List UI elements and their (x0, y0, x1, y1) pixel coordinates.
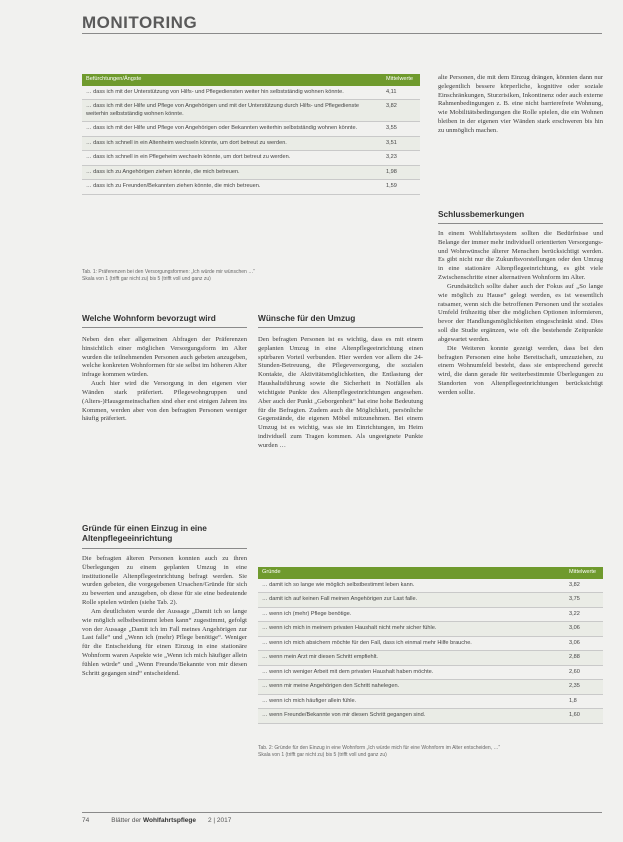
row-value: 3,82 (382, 100, 420, 122)
column-header-value: Mittelwerte (382, 74, 420, 86)
table-row (258, 593, 603, 608)
row-value: 2,35 (565, 680, 603, 695)
column-header-label: Gründe (258, 567, 565, 579)
table-row (258, 636, 603, 651)
row-value: 1,59 (382, 180, 420, 195)
row-value: 1,8 (565, 694, 603, 709)
table-row (258, 680, 603, 695)
table-row (82, 100, 420, 122)
column-header-label: Befürchtungen/Ängste (82, 74, 382, 86)
paragraph: Den befragten Personen ist es wichtig, dass es mit einem geplanten Umzug in eine Altenpflegeeinrichtung einen spürbaren Vorteil verbunden. Hier werden vor allem die 24-Stunden-Betreuung, die Pflegeversorgung, die sozialen Kontakte, die Aktivitätsmöglichkeiten, die Entlastung der Haushaltsführung sowie die Sicherheit in Notfällen als wichtigste Punkte des Altenpflegeeinrichtungen angesehen. Aber auch der Punkt „Geborgenheit“ hat eine hohe Bedeutung für die Befragten. Zudem auch die Möglichkeit, persönliche Gegenstände, die eigenen Möbel mitzunehmen. Bei einem Umzug ist es wichtig, was sie im Einrichtungen, im Heim individuell zum Tragen kommen. Als ungeeignete Punkte wurden … (258, 336, 423, 449)
article-text (438, 230, 603, 398)
page-footer (82, 817, 231, 824)
paragraph: Auch hier wird die Versorgung in den eigenen vier Wänden stark präferiert. Pflegewohngruppen und (Alters-)Hausgemeinschaften sind eher erst einigen Jahren ins Kommen, werden aber von den befragten Personen weniger häufig präferiert. (82, 380, 247, 423)
table-preferences (82, 74, 420, 195)
issue-number: 2 | 2017 (208, 817, 232, 824)
row-value: 1,98 (382, 165, 420, 180)
article-text (438, 74, 603, 136)
heading-text: Schlussbemerkungen (438, 209, 525, 219)
table-reasons (258, 567, 603, 724)
table-row (258, 694, 603, 709)
paragraph: Die Weiteren konnte gezeigt werden, dass bei den befragten Personen eine hohe Bereitschaft, umzuziehen, zu einem Wohnumfeld besteht, dass sie entsprechend gerecht wird, die dann gerade für weiterbestimmte Überlegungen zu Standorten von Altenpflegeeinrichtungen berücksichtigt werden sollte. (438, 344, 603, 396)
table-row (258, 709, 603, 724)
section-heading (82, 313, 247, 328)
heading-divider (258, 327, 423, 328)
table-row (258, 607, 603, 622)
row-value: 3,23 (382, 151, 420, 166)
row-value: 4,11 (382, 86, 420, 100)
table-row (258, 665, 603, 680)
row-value: 3,51 (382, 136, 420, 151)
row-text: … wenn ich (mehr) Pflege benötige. (258, 607, 565, 622)
section-heading (82, 523, 247, 549)
row-value: 2,88 (565, 651, 603, 666)
table-row (258, 579, 603, 593)
row-text: … dass ich zu Angehörigen ziehen könnte, die mich betreuen. (82, 165, 382, 180)
row-text: … wenn ich weniger Arbeit mit dem privaten Haushalt haben möchte. (258, 665, 565, 680)
row-text: … wenn ich mich häufiger allein fühle. (258, 694, 565, 709)
heading-text: Welche Wohnform bevorzugt wird (82, 313, 216, 323)
caption-title: Tab. 2: Gründe für den Einzug in eine Wohnform „Ich würde mich für eine Wohnform im Alter entscheiden, …“ (258, 745, 501, 751)
table-row (82, 122, 420, 137)
journal-name-bold: Wohlfahrtspflege (143, 817, 196, 824)
heading-text: Gründe für einen Einzug in eine Altenpflegeeinrichtung (82, 523, 207, 544)
row-value: 3,06 (565, 636, 603, 651)
column-header-value: Mittelwerte (565, 567, 603, 579)
table-header-row (82, 74, 420, 86)
row-value: 1,60 (565, 709, 603, 724)
heading-divider (438, 223, 603, 224)
row-text: … damit ich so lange wie möglich selbstbestimmt leben kann. (258, 579, 565, 593)
table-row (82, 136, 420, 151)
caption-note: Skala von 1 (trifft gar nicht zu) bis 5 (trifft voll und ganz zu) (258, 752, 387, 759)
row-text: … dass ich mit der Hilfe und Pflege von Angehörigen und mit der Unterstützung durch Hilfs- und Pflegedienste weiterhin selbstständig wohnen könnte. (82, 100, 382, 122)
table-row (82, 165, 420, 180)
row-text: … damit ich auf keinen Fall meinen Angehörigen zur Last falle. (258, 593, 565, 608)
paragraph: alte Personen, die mit dem Einzug drängen, könnten dann nur gelegentlich bessere körperliche, kognitive oder soziale Einschränkungen, Sturzrisiken, Inkontinenz oder auch externe Rahmenbedingungen z. B. eine nicht barrierefreie Wohnung, wie Mobilitätsbedingungen die Rolle spielen, die ein Wohnen bleiben in der eigenen vier Wänden stark erschweren bis hin zu unmöglich machen. (438, 74, 603, 134)
row-value: 3,55 (382, 122, 420, 137)
article-text (82, 555, 247, 679)
page-number: 74 (82, 817, 90, 824)
paragraph: Am deutlichsten wurde der Aussage „Damit ich so lange wie möglich selbstbestimmt leben kann“ zugestimmt, gefolgt von der Aussage „Damit ich im Fall meines Angehörigen zur Last falle“ und „Wenn ich (mehr) Pflege benötige“. Weniger für die Entscheidung für einen Einzug in eine stationäre Wohnform waren Aspekte wie „Wenn ich mich häufiger allein fühlen würde“ und „Wenn Freunde/Bekannte von mir diesen Schritt gegangen sind“ entscheidend. (82, 607, 247, 677)
section-heading (438, 209, 603, 224)
row-text: … wenn ich mich absichern möchte für den Fall, dass ich einmal mehr Hilfe brauche. (258, 636, 565, 651)
heading-divider (82, 548, 247, 549)
header-divider (82, 33, 602, 34)
paragraph: Die befragten älteren Personen konnten auch zu ihren Überlegungen zu einem geplanten Umzug in eine institutionelle Altenpflegeeinrichtung befragt werden. Sie wurden gebeten, die vorgegebenen Ursachen/Gründe für sich zu bewerten und anzugeben, ob diese für sie eine bedeutende Rolle spielen würden (siehe Tab. 2). (82, 555, 247, 607)
paragraph: Neben den eher allgemeinen Abfragen der Präferenzen hinsichtlich einer möglichen Versorgungsform im Alter wurden die teilnehmenden Personen auch gebeten anzugeben, welche konkreten Wohnformen für sie selbst im höheren Alter infrage kommen würden. (82, 336, 247, 379)
table-caption (258, 745, 603, 760)
row-text: … wenn mir meine Angehörigen den Schritt nahelegen. (258, 680, 565, 695)
table-header-row (258, 567, 603, 579)
row-value: 3,82 (565, 579, 603, 593)
row-text: … dass ich zu Freunden/Bekannten ziehen könnte, die mich betreuen. (82, 180, 382, 195)
footer-divider (82, 812, 602, 813)
table-row (82, 151, 420, 166)
caption-note: Skala von 1 (trifft gar nicht zu) bis 5 (trifft voll und ganz zu) (82, 276, 211, 283)
table-caption (82, 269, 422, 284)
row-text: … dass ich mit der Unterstützung von Hilfs- und Pflegediensten weiter hin selbstständig wohnen könnte. (82, 86, 382, 100)
row-value: 2,60 (565, 665, 603, 680)
paragraph: Grundsätzlich sollte daher auch der Fokus auf „So lange wie möglich zu Hause“ gelegt werden, es ist wesentlich ratsamer, wenn sich die betroffenen Personen und ihr soziales Umfeld frühzeitig über die möglichen Optionen informieren, bevor der Handlungsmöglichkeiten eingeschränkt sind. Dies soll die Studie ergänzen, wie oft die bestehende Zeitpunkte abgewartet werden. (438, 282, 603, 343)
article-text (82, 336, 247, 424)
table-row (82, 180, 420, 195)
heading-text: Wünsche für den Umzug (258, 313, 356, 323)
table-row (258, 622, 603, 637)
journal-name-prefix: Blätter der (111, 817, 144, 824)
section-title: MONITORING (82, 13, 198, 32)
row-text: … wenn mein Arzt mir diesen Schritt empfiehlt. (258, 651, 565, 666)
section-heading (258, 313, 423, 328)
table-row (258, 651, 603, 666)
paragraph: In einem Wohlfahrtssystem sollten die Bedürfnisse und Belange der immer mehr individuell orientierten Versorgungs- und Wohnwünsche älterer Menschen berücksichtigt werden. Es gibt nicht nur die Zukunftsvorstellungen oder den Umzug in eine stationäre Altenpflegeeinrichtung, es gibt viele Zwischenschritte einer alternativen Wohnform im Alter. (438, 230, 603, 282)
row-text: … dass ich mit der Hilfe und Pflege von Angehörigen oder Bekannten weiterhin selbstständig wohnen könnte. (82, 122, 382, 137)
caption-title: Tab. 1: Präferenzen bei den Versorgungsformen: „Ich würde mir wünschen …“ (82, 269, 255, 275)
row-text: … wenn ich mich in meinem privaten Haushalt nicht mehr sicher fühle. (258, 622, 565, 637)
article-text (258, 336, 423, 451)
row-text: … wenn Freunde/Bekannte von mir diesen Schritt gegangen sind. (258, 709, 565, 724)
heading-divider (82, 327, 247, 328)
row-text: … dass ich schnell in ein Pflegeheim wechseln könnte, um dort betreut zu werden. (82, 151, 382, 166)
row-value: 3,75 (565, 593, 603, 608)
row-value: 3,22 (565, 607, 603, 622)
table-row (82, 86, 420, 100)
row-text: … dass ich schnell in ein Altenheim wechseln könnte, um dort betreut zu werden. (82, 136, 382, 151)
row-value: 3,06 (565, 622, 603, 637)
